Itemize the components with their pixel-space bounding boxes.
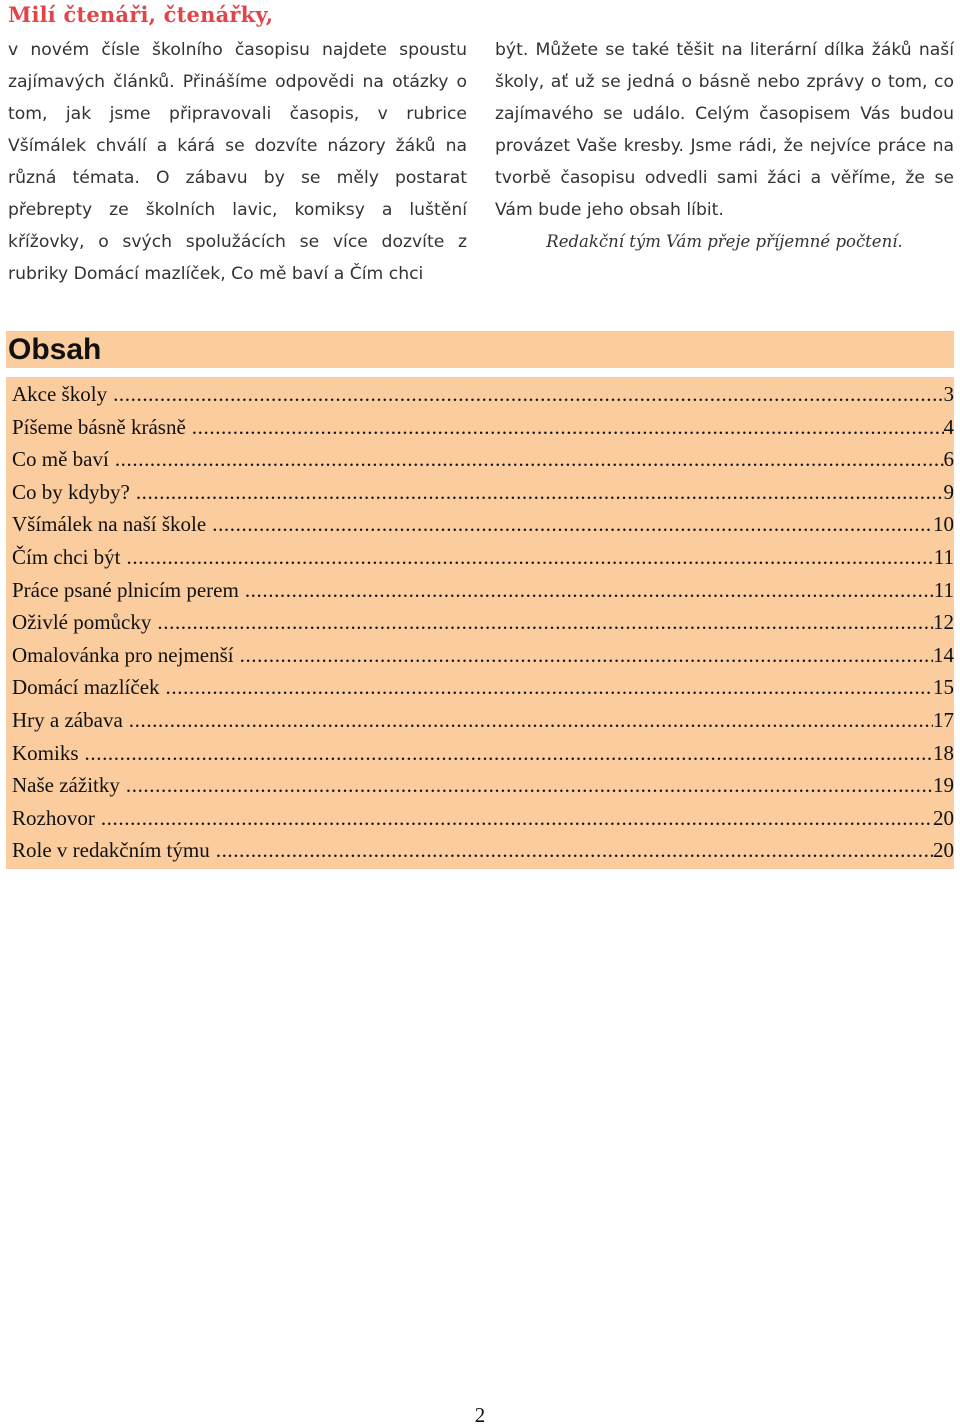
toc-entry-title: Naše zážitky xyxy=(12,773,120,798)
toc-heading-bar xyxy=(6,331,954,368)
toc-entry-page: 11 xyxy=(933,577,954,602)
toc-entry[interactable] xyxy=(6,802,954,835)
toc-entry-page: 4 xyxy=(943,414,954,439)
intro-left-column xyxy=(8,34,467,290)
toc-entry-title: Práce psané plnicím perem xyxy=(12,577,239,602)
intro-text-left: v novém čísle školního časopisu najdete spoustu zajímavých článků. Přinášíme odpovědi na otázky o tom, jak jsme připravovali časopis, v rubrice Všímálek chválí a kárá se dozvíte názory žáků na různá témata. O zábavu by se měly postarat přebrepty ze školních lavic, komiksy a luštění křížovky, o svých spolužácích se více dozvíte z rubriky Domácí mazlíček, Co mě baví a Čím chci xyxy=(8,40,467,284)
toc-entry-title: Akce školy xyxy=(12,382,108,406)
toc-entry-page: 19 xyxy=(933,773,954,798)
intro-heading: Milí čtenáři, čtenářky, xyxy=(8,2,274,27)
table-of-contents xyxy=(6,377,954,869)
toc-entry-title: Role v redakčním týmu xyxy=(12,838,210,863)
toc-entry[interactable] xyxy=(6,411,954,444)
toc-entry[interactable] xyxy=(6,443,954,476)
toc-entry-title: Omalovánka pro nejmenší xyxy=(12,642,234,667)
toc-entry-page: 15 xyxy=(933,675,954,700)
toc-entry[interactable] xyxy=(6,671,954,704)
toc-entry[interactable] xyxy=(6,769,954,802)
toc-entry[interactable] xyxy=(6,834,954,867)
toc-leader-dots xyxy=(113,378,943,411)
toc-entry-title: Oživlé pomůcky xyxy=(12,610,152,635)
toc-entry-page: 20 xyxy=(933,805,954,830)
toc-leader-dots xyxy=(85,737,933,770)
toc-leader-dots xyxy=(129,704,933,737)
toc-entry[interactable] xyxy=(6,737,954,770)
toc-leader-dots xyxy=(245,574,934,607)
toc-leader-dots xyxy=(216,834,933,867)
toc-entry-page: 3 xyxy=(943,382,954,406)
toc-leader-dots xyxy=(192,411,944,444)
toc-entry-page: 20 xyxy=(933,838,954,863)
toc-entry-page: 6 xyxy=(943,447,954,472)
toc-entry-page: 14 xyxy=(933,642,954,667)
toc-heading: Obsah xyxy=(8,333,102,366)
toc-entry-page: 10 xyxy=(933,512,954,537)
toc-entry-page: 12 xyxy=(933,610,954,635)
toc-entry[interactable] xyxy=(6,574,954,607)
toc-entry-title: Co by kdyby? xyxy=(12,479,130,504)
intro-signature: Redakční tým Vám přeje příjemné počtení. xyxy=(546,232,903,251)
toc-entry[interactable] xyxy=(6,606,954,639)
toc-entry[interactable] xyxy=(6,639,954,672)
toc-entry-page: 9 xyxy=(943,479,954,504)
toc-entry-page: 18 xyxy=(933,740,954,765)
toc-leader-dots xyxy=(136,476,944,509)
toc-leader-dots xyxy=(212,508,933,541)
toc-leader-dots xyxy=(127,541,934,574)
toc-leader-dots xyxy=(115,443,944,476)
toc-entry-title: Komiks xyxy=(12,740,79,765)
toc-entry[interactable] xyxy=(6,508,954,541)
toc-entry-title: Co mě baví xyxy=(12,447,109,472)
toc-entry-title: Čím chci být xyxy=(12,544,121,569)
toc-leader-dots xyxy=(157,606,933,639)
toc-entry-title: Rozhovor xyxy=(12,805,95,830)
toc-entry[interactable] xyxy=(6,476,954,509)
toc-leader-dots xyxy=(101,802,933,835)
intro-text-right: být. Můžete se také těšit na literární dílka žáků naší školy, ať už se jedná o básně nebo zprávy o tom, co zajímavého se událo. Celým časopisem Vás budou provázet Vaše kresby. Jsme rádi, že nejvíce práce na tvorbě časopisu odvedli sami žáci a věříme, že se Vám bude jeho obsah líbit. xyxy=(495,40,954,220)
toc-entry-title: Hry a zábava xyxy=(12,707,123,732)
toc-entry-page: 11 xyxy=(933,544,954,569)
toc-leader-dots xyxy=(126,769,933,802)
toc-entry-page: 17 xyxy=(933,707,954,732)
page-number: 2 xyxy=(474,1403,486,1427)
toc-entry-title: Píšeme básně krásně xyxy=(12,414,186,439)
toc-entry[interactable] xyxy=(6,378,954,411)
toc-entry[interactable] xyxy=(6,704,954,737)
toc-entry-title: Všímálek na naší škole xyxy=(12,512,207,537)
toc-leader-dots xyxy=(240,639,933,672)
intro-right-column xyxy=(495,34,954,258)
toc-entry[interactable] xyxy=(6,541,954,574)
toc-leader-dots xyxy=(166,671,933,704)
toc-entry-title: Domácí mazlíček xyxy=(12,675,160,700)
